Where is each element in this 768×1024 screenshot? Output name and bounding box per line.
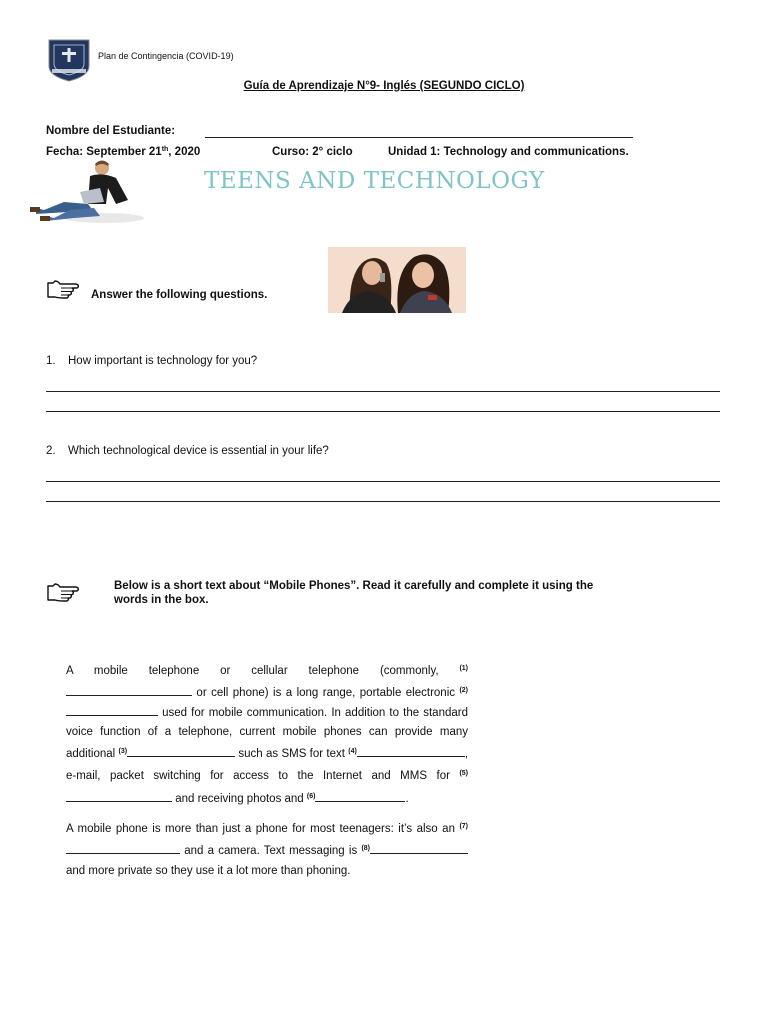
pointing-hand-icon (46, 279, 80, 299)
blank-4[interactable] (357, 745, 465, 757)
school-logo (46, 36, 92, 82)
blank-5[interactable] (66, 790, 172, 802)
pointing-hand-icon (46, 582, 80, 602)
teen-laptop-image (24, 158, 146, 226)
answer-2-line-1[interactable] (46, 481, 720, 482)
reading-text (66, 659, 468, 889)
blank-2[interactable] (66, 704, 158, 716)
page-title: Guía de Aprendizaje N°9- Inglés (SEGUNDO CICLO) (243, 80, 525, 92)
date-text: Fecha: September 21th, 2020 (46, 146, 201, 158)
blank-8[interactable] (370, 842, 468, 854)
paragraph-2: A mobile phone is more than just a phone for most teenagers: it’s also an $^{(7)}$ and a camera. Text messaging is $^{(8)}$ and more private so they use it a lot more than phoning. (66, 823, 468, 877)
blank-1[interactable] (66, 684, 192, 696)
blank-3[interactable] (127, 745, 235, 757)
unit-text: Unidad 1: Technology and communications. (388, 146, 629, 158)
blank-6[interactable] (315, 790, 405, 802)
header-note: Plan de Contingencia (COVID-19) (98, 51, 234, 61)
question-2-text: Which technological device is essential in your life? (68, 445, 329, 457)
answer-2-line-2[interactable] (46, 501, 720, 502)
section2-instruction: Below is a short text about “Mobile Phones”. Read it carefully and complete it using the words in the box. (114, 580, 594, 606)
girls-phones-image (328, 247, 466, 313)
answer-1-line-2[interactable] (46, 411, 720, 412)
banner-title: TEENS AND TECHNOLOGY (204, 168, 545, 194)
section1-instruction: Answer the following questions. (91, 289, 268, 301)
blank-7[interactable] (66, 842, 180, 854)
student-name-label: Nombre del Estudiante: (46, 125, 176, 137)
answer-1-line-1[interactable] (46, 391, 720, 392)
question-2-number: 2. (46, 445, 56, 457)
question-1-text: How important is technology for you? (68, 355, 258, 367)
paragraph-1: A mobile telephone or cellular telephone (commonly, $^{(1)}$ or cell phone) is a long range, portable electronic $^{(2)}$ used for mobile communication. In addition to the standard voice function of a telephone, current mobile phones can provide many additional $^{(3)}$ such as SMS for text $^{(4)}$ , e-mail, packet switching for access to the Internet and MMS for $^{(5)}$ and receiving photos and $^{(6)}$ . (66, 665, 469, 805)
question-1-number: 1. (46, 355, 56, 367)
student-name-line[interactable] (205, 137, 633, 138)
course-text: Curso: 2° ciclo (272, 146, 353, 158)
